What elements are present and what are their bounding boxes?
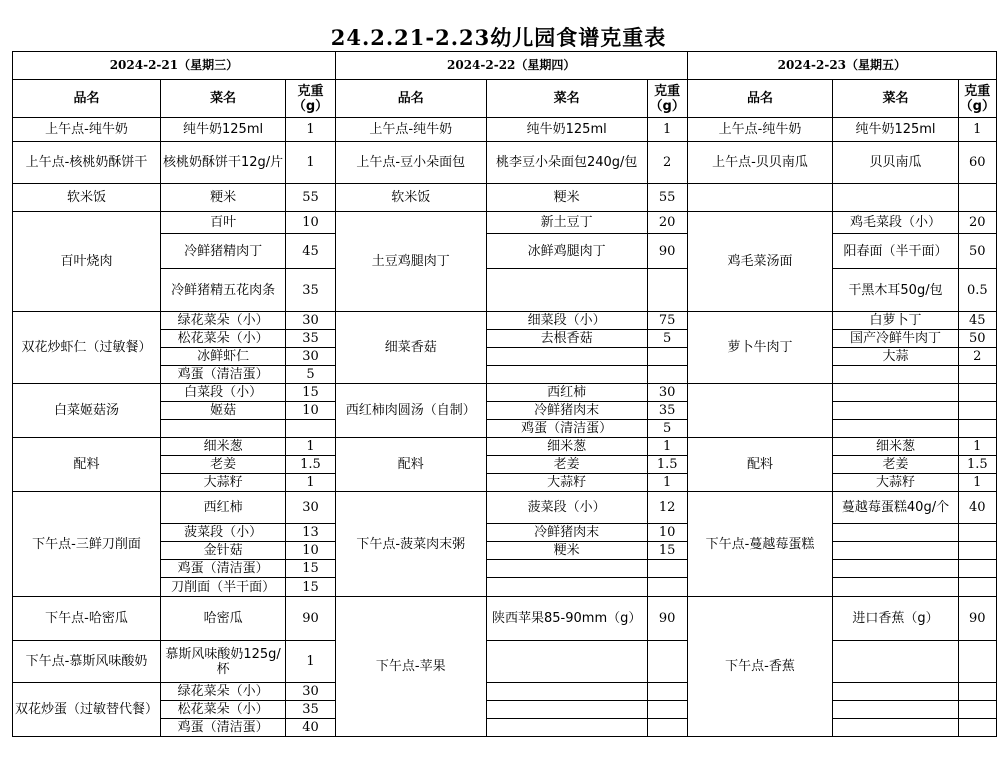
product-cell: 软米饭	[335, 184, 486, 212]
dish-cell: 粳米	[486, 542, 647, 560]
dish-cell: 新土豆丁	[486, 212, 647, 234]
weight-cell: 30	[286, 312, 336, 330]
weight-cell: 20	[958, 212, 996, 234]
product-cell: 上午点-豆小朵面包	[335, 142, 486, 184]
product-cell: 下午点-香蕉	[687, 597, 833, 737]
dish-cell: 白萝卜丁	[833, 312, 958, 330]
weight-cell: 5	[647, 420, 687, 438]
empty-cell	[833, 402, 958, 420]
weight-cell: 90	[647, 597, 687, 641]
dish-cell: 国产冷鲜牛肉丁	[833, 330, 958, 348]
dish-cell: 冷鲜猪肉末	[486, 402, 647, 420]
weight-cell: 1	[958, 438, 996, 456]
weight-cell: 5	[286, 366, 336, 384]
product-cell: 西红柿肉圆汤（自制）	[335, 384, 486, 438]
product-cell: 鸡毛菜汤面	[687, 212, 833, 312]
dish-cell: 冷鲜猪精肉丁	[160, 234, 285, 269]
col-weight: 克重（g）	[647, 80, 687, 118]
table-row	[13, 348, 997, 366]
product-cell: 上午点-贝贝南瓜	[687, 142, 833, 184]
dish-cell: 蔓越莓蛋糕40g/个	[833, 492, 958, 524]
table-row	[13, 701, 997, 719]
dish-cell: 西红柿	[486, 384, 647, 402]
empty-cell	[486, 560, 647, 578]
empty-cell	[958, 384, 996, 402]
dish-cell: 阳春面（半干面）	[833, 234, 958, 269]
dish-cell: 冰鲜虾仁	[160, 348, 285, 366]
weight-cell: 5	[647, 330, 687, 348]
product-cell: 双花炒蛋（过敏替代餐）	[13, 683, 161, 737]
table-row	[13, 719, 997, 737]
empty-cell	[833, 384, 958, 402]
dish-cell: 粳米	[486, 184, 647, 212]
empty-cell	[833, 719, 958, 737]
dish-cell: 哈密瓜	[160, 597, 285, 641]
weight-cell: 1	[286, 118, 336, 142]
empty-cell	[486, 366, 647, 384]
empty-cell	[486, 683, 647, 701]
weight-cell: 0.5	[958, 269, 996, 312]
empty-cell	[958, 701, 996, 719]
dish-cell: 百叶	[160, 212, 285, 234]
product-cell: 上午点-纯牛奶	[335, 118, 486, 142]
dish-cell: 粳米	[160, 184, 285, 212]
table-row	[13, 524, 997, 542]
table-row	[13, 142, 997, 184]
product-cell: 上午点-纯牛奶	[687, 118, 833, 142]
weight-cell: 35	[286, 330, 336, 348]
empty-cell	[160, 420, 285, 438]
table-row	[13, 184, 997, 212]
table-row	[13, 542, 997, 560]
empty-cell	[958, 560, 996, 578]
weight-cell: 1	[647, 118, 687, 142]
weight-cell: 1	[286, 142, 336, 184]
dish-cell: 纯牛奶125ml	[160, 118, 285, 142]
col-weight: 克重（g）	[286, 80, 336, 118]
empty-cell	[833, 184, 958, 212]
dish-cell: 绿花菜朵（小）	[160, 312, 285, 330]
dish-cell: 慕斯风味酸奶125g/杯	[160, 641, 285, 683]
weight-cell: 90	[647, 234, 687, 269]
dish-cell: 冷鲜猪精五花肉条	[160, 269, 285, 312]
dish-cell: 贝贝南瓜	[833, 142, 958, 184]
empty-cell	[687, 184, 833, 212]
dish-cell: 鸡蛋（清洁蛋）	[486, 420, 647, 438]
dish-cell: 桃李豆小朵面包240g/包	[486, 142, 647, 184]
table-row	[13, 597, 997, 641]
col-product: 品名	[13, 80, 161, 118]
weight-cell: 50	[958, 330, 996, 348]
empty-cell	[647, 348, 687, 366]
weight-cell: 90	[958, 597, 996, 641]
weight-cell: 40	[286, 719, 336, 737]
product-cell: 下午点-慕斯风味酸奶	[13, 641, 161, 683]
weight-cell: 10	[286, 402, 336, 420]
empty-cell	[486, 641, 647, 683]
weight-cell: 15	[286, 578, 336, 597]
weight-cell: 10	[286, 212, 336, 234]
empty-cell	[958, 524, 996, 542]
empty-cell	[647, 269, 687, 312]
weight-cell: 20	[647, 212, 687, 234]
dish-cell: 老姜	[833, 456, 958, 474]
dish-cell: 鸡蛋（清洁蛋）	[160, 366, 285, 384]
weight-cell: 75	[647, 312, 687, 330]
empty-cell	[486, 348, 647, 366]
table-row	[13, 438, 997, 456]
table-row	[13, 384, 997, 402]
weight-cell: 35	[286, 269, 336, 312]
product-cell: 上午点-纯牛奶	[13, 118, 161, 142]
dish-cell: 冷鲜猪肉末	[486, 524, 647, 542]
empty-cell	[647, 641, 687, 683]
product-cell: 软米饭	[13, 184, 161, 212]
table-row	[13, 560, 997, 578]
product-cell: 配料	[335, 438, 486, 492]
weight-cell: 30	[647, 384, 687, 402]
weight-cell: 1	[286, 641, 336, 683]
table-row	[13, 234, 997, 269]
dish-cell: 去根香菇	[486, 330, 647, 348]
col-dish: 菜名	[833, 80, 958, 118]
dish-cell: 鸡蛋（清洁蛋）	[160, 719, 285, 737]
empty-cell	[687, 384, 833, 438]
dish-cell: 刀削面（半干面）	[160, 578, 285, 597]
weight-cell: 1.5	[647, 456, 687, 474]
dish-cell: 细菜段（小）	[486, 312, 647, 330]
weight-cell: 45	[958, 312, 996, 330]
dish-cell: 鸡毛菜段（小）	[833, 212, 958, 234]
table-row	[13, 212, 997, 234]
dish-cell: 金针菇	[160, 542, 285, 560]
empty-cell	[958, 366, 996, 384]
weight-cell: 30	[286, 683, 336, 701]
weight-cell: 15	[647, 542, 687, 560]
weight-cell: 2	[958, 348, 996, 366]
weight-cell: 1	[958, 118, 996, 142]
dish-cell: 姬菇	[160, 402, 285, 420]
weight-cell: 1.5	[286, 456, 336, 474]
dish-cell: 细米葱	[833, 438, 958, 456]
empty-cell	[833, 683, 958, 701]
weight-cell: 60	[958, 142, 996, 184]
dish-cell: 绿花菜朵（小）	[160, 683, 285, 701]
col-product: 品名	[335, 80, 486, 118]
product-cell: 萝卜牛肉丁	[687, 312, 833, 384]
product-cell: 配料	[687, 438, 833, 492]
weight-cell: 90	[286, 597, 336, 641]
product-cell: 配料	[13, 438, 161, 492]
empty-cell	[647, 719, 687, 737]
product-cell: 下午点-菠菜肉末粥	[335, 492, 486, 597]
weight-cell: 1	[647, 438, 687, 456]
menu-table	[12, 51, 997, 737]
table-row	[13, 456, 997, 474]
product-cell: 下午点-哈密瓜	[13, 597, 161, 641]
empty-cell	[958, 578, 996, 597]
dish-cell: 菠菜段（小）	[160, 524, 285, 542]
empty-cell	[958, 542, 996, 560]
empty-cell	[647, 683, 687, 701]
date-header-row	[13, 52, 997, 80]
empty-cell	[833, 578, 958, 597]
product-cell: 土豆鸡腿肉丁	[335, 212, 486, 312]
column-header-row	[13, 80, 997, 118]
empty-cell	[833, 641, 958, 683]
dish-cell: 纯牛奶125ml	[833, 118, 958, 142]
table-row	[13, 474, 997, 492]
weight-cell: 15	[286, 560, 336, 578]
product-cell: 白菜姬菇汤	[13, 384, 161, 438]
day-3-date: 2024-2-23（星期五）	[687, 52, 996, 80]
empty-cell	[647, 701, 687, 719]
dish-cell: 西红柿	[160, 492, 285, 524]
product-cell: 下午点-苹果	[335, 597, 486, 737]
weight-cell: 10	[286, 542, 336, 560]
weight-cell: 15	[286, 384, 336, 402]
empty-cell	[958, 420, 996, 438]
dish-cell: 纯牛奶125ml	[486, 118, 647, 142]
empty-cell	[958, 719, 996, 737]
empty-cell	[486, 578, 647, 597]
empty-cell	[833, 366, 958, 384]
dish-cell: 进口香蕉（g）	[833, 597, 958, 641]
table-row	[13, 402, 997, 420]
weight-cell: 13	[286, 524, 336, 542]
dish-cell: 鸡蛋（清洁蛋）	[160, 560, 285, 578]
empty-cell	[833, 420, 958, 438]
dish-cell: 陕西苹果85-90mm（g）	[486, 597, 647, 641]
day-2-date: 2024-2-22（星期四）	[335, 52, 687, 80]
product-cell: 双花炒虾仁（过敏餐）	[13, 312, 161, 384]
table-row	[13, 578, 997, 597]
empty-cell	[958, 683, 996, 701]
product-cell: 下午点-三鲜刀削面	[13, 492, 161, 597]
empty-cell	[958, 184, 996, 212]
product-cell: 百叶烧肉	[13, 212, 161, 312]
empty-cell	[833, 560, 958, 578]
empty-cell	[647, 366, 687, 384]
weight-cell: 55	[647, 184, 687, 212]
table-row	[13, 366, 997, 384]
dish-cell: 大蒜	[833, 348, 958, 366]
empty-cell	[833, 542, 958, 560]
weight-cell: 10	[647, 524, 687, 542]
table-row	[13, 492, 997, 524]
empty-cell	[647, 578, 687, 597]
weight-cell: 30	[286, 492, 336, 524]
product-cell: 上午点-核桃奶酥饼干	[13, 142, 161, 184]
page-title: 24.2.21-2.23幼儿园食谱克重表	[330, 25, 667, 50]
weight-cell: 45	[286, 234, 336, 269]
dish-cell: 干黑木耳50g/包	[833, 269, 958, 312]
table-row	[13, 269, 997, 312]
dish-cell: 大蒜籽	[486, 474, 647, 492]
dish-cell: 核桃奶酥饼干12g/片	[160, 142, 285, 184]
dish-cell: 松花菜朵（小）	[160, 701, 285, 719]
dish-cell: 细米葱	[486, 438, 647, 456]
col-weight: 克重（g）	[958, 80, 996, 118]
empty-cell	[833, 701, 958, 719]
dish-cell: 老姜	[486, 456, 647, 474]
table-row	[13, 330, 997, 348]
table-row	[13, 420, 997, 438]
empty-cell	[958, 402, 996, 420]
dish-cell: 大蒜籽	[160, 474, 285, 492]
dish-cell: 细米葱	[160, 438, 285, 456]
product-cell: 下午点-蔓越莓蛋糕	[687, 492, 833, 597]
dish-cell: 老姜	[160, 456, 285, 474]
empty-cell	[833, 524, 958, 542]
weight-cell: 12	[647, 492, 687, 524]
table-row	[13, 312, 997, 330]
weight-cell: 1	[286, 438, 336, 456]
col-dish: 菜名	[160, 80, 285, 118]
weight-cell: 40	[958, 492, 996, 524]
weight-cell: 55	[286, 184, 336, 212]
day-1-date: 2024-2-21（星期三）	[13, 52, 336, 80]
col-product: 品名	[687, 80, 833, 118]
empty-cell	[958, 641, 996, 683]
dish-cell: 菠菜段（小）	[486, 492, 647, 524]
weight-cell: 1	[958, 474, 996, 492]
weight-cell: 50	[958, 234, 996, 269]
empty-cell	[486, 269, 647, 312]
weight-cell: 1.5	[958, 456, 996, 474]
table-row	[13, 118, 997, 142]
dish-cell: 大蒜籽	[833, 474, 958, 492]
table-row	[13, 683, 997, 701]
empty-cell	[647, 560, 687, 578]
weight-cell: 30	[286, 348, 336, 366]
weight-cell: 1	[647, 474, 687, 492]
weight-cell: 2	[647, 142, 687, 184]
col-dish: 菜名	[486, 80, 647, 118]
dish-cell: 白菜段（小）	[160, 384, 285, 402]
empty-cell	[486, 719, 647, 737]
dish-cell: 松花菜朵（小）	[160, 330, 285, 348]
weight-cell: 35	[647, 402, 687, 420]
product-cell: 细菜香菇	[335, 312, 486, 384]
weight-cell: 35	[286, 701, 336, 719]
empty-cell	[486, 701, 647, 719]
weight-cell: 1	[286, 474, 336, 492]
table-row	[13, 641, 997, 683]
empty-cell	[286, 420, 336, 438]
dish-cell: 冰鲜鸡腿肉丁	[486, 234, 647, 269]
